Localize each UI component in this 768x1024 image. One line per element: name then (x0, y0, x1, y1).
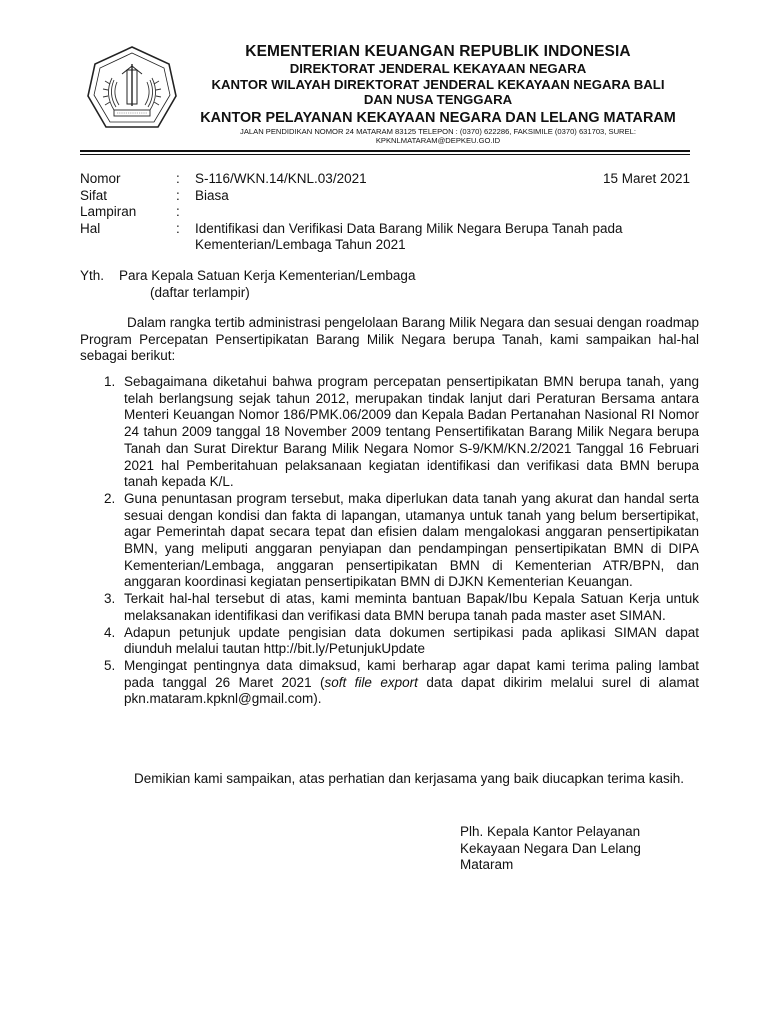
list-text: Adapun petunjuk update pengisian data dokumen sertipikasi pada aplikasi SIMAN dapat diunduh melalui tautan http://bit.ly/PetunjukUpdate (124, 624, 699, 657)
list-item (80, 591, 699, 624)
letterhead (188, 42, 688, 146)
list-text-before: Mengingat pentingnya data dimaksud, kami berharap agar dapat kami terima paling lambat pada tanggal 26 Maret 2021 ( (124, 657, 699, 690)
hal-label: Hal (80, 220, 101, 236)
ministry-name: KEMENTERIAN KEUANGAN REPUBLIK INDONESIA (245, 43, 631, 60)
list-item (80, 625, 699, 658)
list-text-after: data dapat dikirim melalui surel di alamat pkn.mataram.kpknl@gmail.com). (124, 674, 699, 707)
regional-office-line1: KANTOR WILAYAH DIREKTORAT JENDERAL KEKAYAAN NEGARA BALI (211, 76, 665, 92)
nomor-value: S-116/WKN.14/KNL.03/2021 (195, 171, 367, 186)
colon: : (176, 220, 180, 236)
list-number: 1. (104, 374, 116, 389)
list-text: Guna penuntasan program tersebut, maka diperlukan data tanah yang akurat dan handal serta sesuai dengan kondisi dan fakta di lapangan, utamanya untuk tanah yang belum bersertipikat, agar Pemerintah dapat secara tepat dan efisien dalam mengalokasi anggaran pensertipikatan BMN, yang meliputi anggaran penyiapan dan pendampingan pensertipikatan BMN di DIPA Kementerian/Lembaga, anggaran pensertipikatan BMN di Kementerian ATR/BPN, dan anggaran koordinasi kegiatan pensertipikatan BMN di DJKN Kementerian Keuangan. (124, 490, 699, 590)
list-number: 4. (104, 624, 116, 640)
recipient-note: (daftar terlampir) (150, 284, 250, 300)
meta-row-hal (80, 220, 692, 253)
list-item (80, 658, 699, 708)
intro-paragraph: Dalam rangka tertib administrasi pengelolaan Barang Milik Negara dan sesuai dengan roadmap Program Percepatan Pensertipikatan Barang Milik Negara berupa Tanah, kami sampaikan hal-hal sebagai berikut: (80, 315, 699, 364)
list-text: Sebagaimana diketahui bahwa program percepatan pensertipikatan BMN berupa tanah, yang telah berlangsung sejak tahun 2012, merupakan tindak lanjut dari Peraturan Bersama antara Menteri Keuangan Nomor 186/PMK.06/2009 dan Kepala Badan Pertanahan Nasional RI Nomor 24 tahun 2009 tanggal 18 November 2009 tentang Pensertifikatan Barang Milik Negara berupa Tanah dan Surat Direktur Barang Milik Negara Nomor S-9/KM/KN.2/2021 Tanggal 16 Februari 2021 hal Pemberitahuan pelaksanaan kegiatan identifikasi dan verifikasi data BMN berupa tanah kepada K/L. (124, 374, 699, 490)
letter-meta (80, 171, 692, 253)
list-number: 3. (104, 591, 116, 607)
signature-block (460, 824, 641, 874)
service-office-name: KANTOR PELAYANAN KEKAYAAN NEGARA DAN LELANG MATARAM (200, 109, 676, 126)
sifat-label: Sifat (80, 187, 108, 203)
ministry-emblem-icon (86, 44, 178, 136)
letterhead-rule-thin (80, 154, 690, 155)
points-list (80, 374, 699, 708)
meta-row-sifat (80, 188, 692, 205)
list-item (80, 374, 699, 491)
list-number: 5. (104, 657, 116, 673)
address-line1: JALAN PENDIDIKAN NOMOR 24 MATARAM 83125 TELEPON : (0370) 622286, FAKSIMILE (0370) 631703, SUREL: (240, 126, 636, 136)
nomor-label: Nomor (80, 171, 121, 186)
list-number: 2. (104, 490, 116, 506)
colon: : (176, 171, 180, 186)
closing-paragraph: Demikian kami sampaikan, atas perhatian dan kerjasama yang baik diucapkan terima kasih. (134, 771, 685, 786)
signature-line2: Kekayaan Negara Dan Lelang (460, 840, 641, 856)
meta-row-lampiran (80, 204, 692, 221)
list-text: Terkait hal-hal tersebut di atas, kami meminta bantuan Bapak/Ibu Kepala Satuan Kerja untuk melaksanakan identifikasi dan verifikasi data BMN berupa tanah pada master aset SIMAN. (124, 591, 699, 623)
hal-value: Identifikasi dan Verifikasi Data Barang Milik Negara Berupa Tanah pada Kementerian/Lembaga Tahun 2021 (195, 220, 623, 253)
letter-date: 15 Maret 2021 (602, 171, 690, 186)
meta-row-nomor (80, 171, 692, 188)
signature-line3: Mataram (460, 857, 514, 873)
regional-office-line2: DAN NUSA TENGGARA (363, 92, 513, 107)
letterhead-rule-thick (80, 150, 690, 152)
signature-line1: Plh. Kepala Kantor Pelayanan (460, 824, 641, 839)
directorate-name: DIREKTORAT JENDERAL KEKAYAAN NEGARA (289, 61, 587, 76)
address-line2: KPKNLMATARAM@DEPKEU.GO.ID (375, 136, 501, 145)
colon: : (176, 187, 180, 203)
list-item (80, 491, 699, 591)
recipient-name: Para Kepala Satuan Kerja Kementerian/Lembaga (119, 268, 416, 283)
yth-label: Yth. (80, 268, 105, 283)
sifat-value: Biasa (195, 187, 229, 203)
list-text-italic: soft file export (324, 674, 418, 690)
lampiran-label: Lampiran (80, 204, 137, 220)
colon: : (176, 204, 180, 220)
